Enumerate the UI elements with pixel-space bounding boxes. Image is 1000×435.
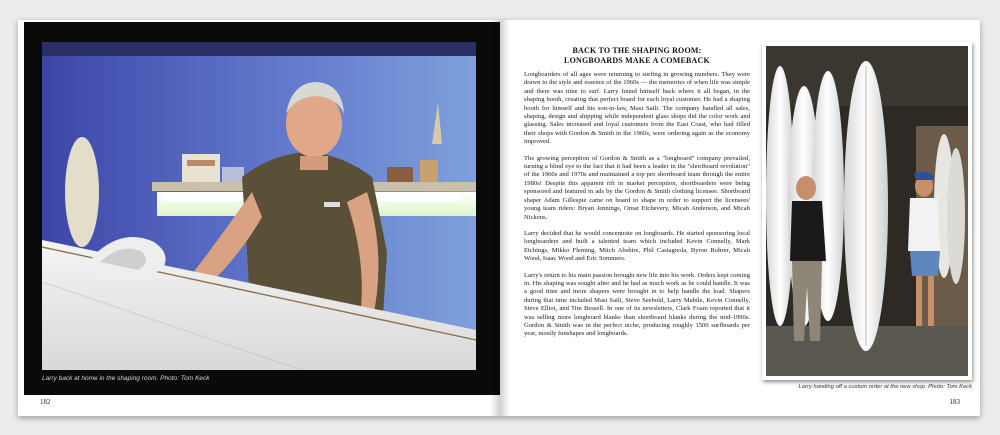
heading-line-1: BACK TO THE SHAPING ROOM: bbox=[572, 46, 702, 55]
right-page bbox=[500, 20, 980, 416]
paragraph-4: Larry's return to his main passion brought new life into his work. Orders kept coming in. His shaping was sought after and he had as much work as he could handle. It was a good time and more shapers were brought in to help handle the load. Shapers during that time included Masi Saili, Steve Seebold, Larry Mabile, Kevin Connelly, Steve Elliot, and Tim Bessell. In one of its newsletters, Clark Foam reported that it was selling more longboard blanks than shortboard blanks during the mid-1990s. Gordon & Smith was in the perfect niche, producing roughly 1500 surfboards per year, mostly funshapes and longboards. bbox=[524, 271, 750, 338]
paragraph-3: Larry decided that he would concentrate on longboards. He started sponsoring local longboarders and built a talented team which included Kevin Connelly, Mark Etchings, Mikko Fleming, Mitch Abshire, Phil Castagnola, Byron Rohrer, Micah Wood, Isaac Wood and Eric Sommers. bbox=[524, 229, 750, 263]
paragraph-2: The growing perception of Gordon & Smith as a "longboard" company prevailed, turning a blind eye to the fact that it had been a leader in the "shortboard revolution" of the 1960s and 1970s and maintained a top pro shortboard team through the entire 1980s! Despite this apparent rift in market perception, shortboarders were being sponsored and featured in ads by the Gordon & Smith clothing licensee. Shortboard shaper Adam Gillespie came on board to shape in order to support the licensees' young team riders: Bryan Jennings, Omar Etchevery, Micah Anderson, and Micah Nickens. bbox=[524, 154, 750, 221]
paragraph-1: Longboarders of all ages were returning to surfing in growing numbers. They were drawn to the style and essence of the 1960s — the memories of when life was simple and there was time to surf. Larry found himself back where it all began, in the shaping booth, creating that perfect board for each loyal customer. He had a shaping booth for himself and his son-in-law, Masi Saili. The company handled all sales, shaping, design and shipping while independent glass shops did the color work and glassing. Sales increased and loyal customers from the East Coast, who had filled their shops with Gordon & Smith in the 1960s, were ordering again as the economy improved. bbox=[524, 71, 750, 146]
article-body bbox=[524, 71, 750, 347]
shop-illustration bbox=[766, 46, 968, 376]
heading-line-2: LONGBOARDS MAKE A COMEBACK bbox=[564, 55, 710, 65]
page-number-right: 183 bbox=[949, 398, 960, 406]
shop-photo bbox=[766, 46, 968, 376]
left-page bbox=[18, 20, 500, 416]
page-number-left: 182 bbox=[40, 398, 51, 406]
section-heading bbox=[526, 46, 748, 65]
left-photo-caption: Larry back at home in the shaping room. Photo: Tom Keck bbox=[42, 375, 210, 382]
right-photo-caption: Larry handing off a custom order at the new shop. Photo: Tom Keck bbox=[798, 384, 972, 390]
book-spread bbox=[18, 20, 980, 416]
shaping-room-illustration bbox=[42, 42, 476, 370]
shaping-room-photo bbox=[42, 42, 476, 370]
photo-frame-right bbox=[762, 42, 972, 380]
